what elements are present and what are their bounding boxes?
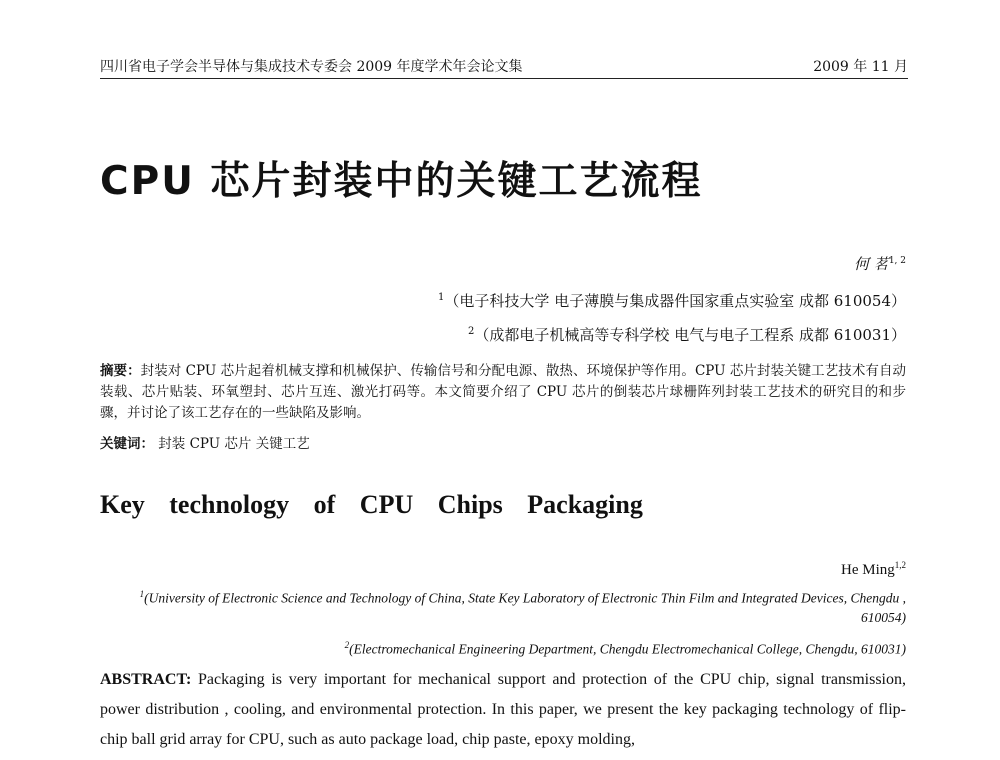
affil-mark: 1 bbox=[438, 292, 445, 303]
running-header bbox=[100, 56, 908, 79]
affil-text: （成都电子机械高等专科学校 电气与电子工程系 成都 610031） bbox=[474, 326, 906, 344]
affil-text: (Electromechanical Engineering Department, Chengdu Electromechanical College, Chengdu, 610031) bbox=[349, 641, 906, 657]
affil-mark: 2 bbox=[344, 640, 350, 650]
affil-text: (University of Electronic Science and Technology of China, State Key Laboratory of Electronic Thin Film and Integrated Devices, Chengdu , 610054) bbox=[144, 590, 906, 625]
chinese-affiliation-1 bbox=[438, 290, 906, 311]
english-abstract-label: ABSTRACT: bbox=[100, 671, 192, 688]
chinese-keywords bbox=[100, 432, 310, 452]
affil-mark: 1 bbox=[139, 589, 145, 599]
chinese-author-name: 何 茗 bbox=[854, 255, 889, 273]
english-title: Key technology of CPU Chips Packaging bbox=[100, 490, 643, 519]
chinese-abstract-text: 封装对 CPU 芯片起着机械支撑和机械保护、传输信号和分配电源、散热、环境保护等作用。CPU 芯片封装关键工艺技术有自动装载、芯片贴装、环氧塑封、芯片互连、激光打码等。本文简要介绍了 CPU 芯片的倒装芯片球栅阵列封装工艺技术的研究目的和步骤，并讨论了该工艺存在的一些缺陷及影响。 bbox=[100, 363, 907, 421]
chinese-title: CPU 芯片封装中的关键工艺流程 bbox=[100, 159, 703, 204]
chinese-keywords-label: 关键词： bbox=[100, 436, 154, 452]
english-affiliation-2 bbox=[345, 636, 906, 659]
english-author bbox=[841, 560, 906, 579]
english-abstract bbox=[100, 665, 906, 755]
english-abstract-text: Packaging is very important for mechanical support and protection of the CPU chip, signal transmission, power distribution , cooling, and environmental protection. In this paper, we present the key packaging technology of flip-chip ball grid array for CPU, such as auto package load, chip paste, epoxy molding, bbox=[100, 671, 906, 748]
english-author-affil-mark: 1,2 bbox=[894, 560, 906, 570]
english-author-name: He Ming bbox=[841, 562, 895, 578]
english-affiliation-1 bbox=[106, 585, 906, 627]
chinese-abstract-label: 摘要： bbox=[100, 363, 141, 379]
publication-date: 2009 年 11 月 bbox=[813, 59, 908, 75]
journal-name: 四川省电子学会半导体与集成技术专委会 2009 年度学术年会论文集 bbox=[100, 59, 523, 75]
chinese-author-affil-mark: 1, 2 bbox=[888, 256, 906, 266]
chinese-abstract bbox=[100, 361, 906, 424]
chinese-affiliation-2 bbox=[468, 324, 906, 345]
affil-mark: 2 bbox=[468, 326, 475, 337]
chinese-author bbox=[854, 253, 906, 274]
chinese-keywords-text: 封装 CPU 芯片 关键工艺 bbox=[154, 436, 310, 452]
affil-text: （电子科技大学 电子薄膜与集成器件国家重点实验室 成都 610054） bbox=[444, 292, 906, 310]
